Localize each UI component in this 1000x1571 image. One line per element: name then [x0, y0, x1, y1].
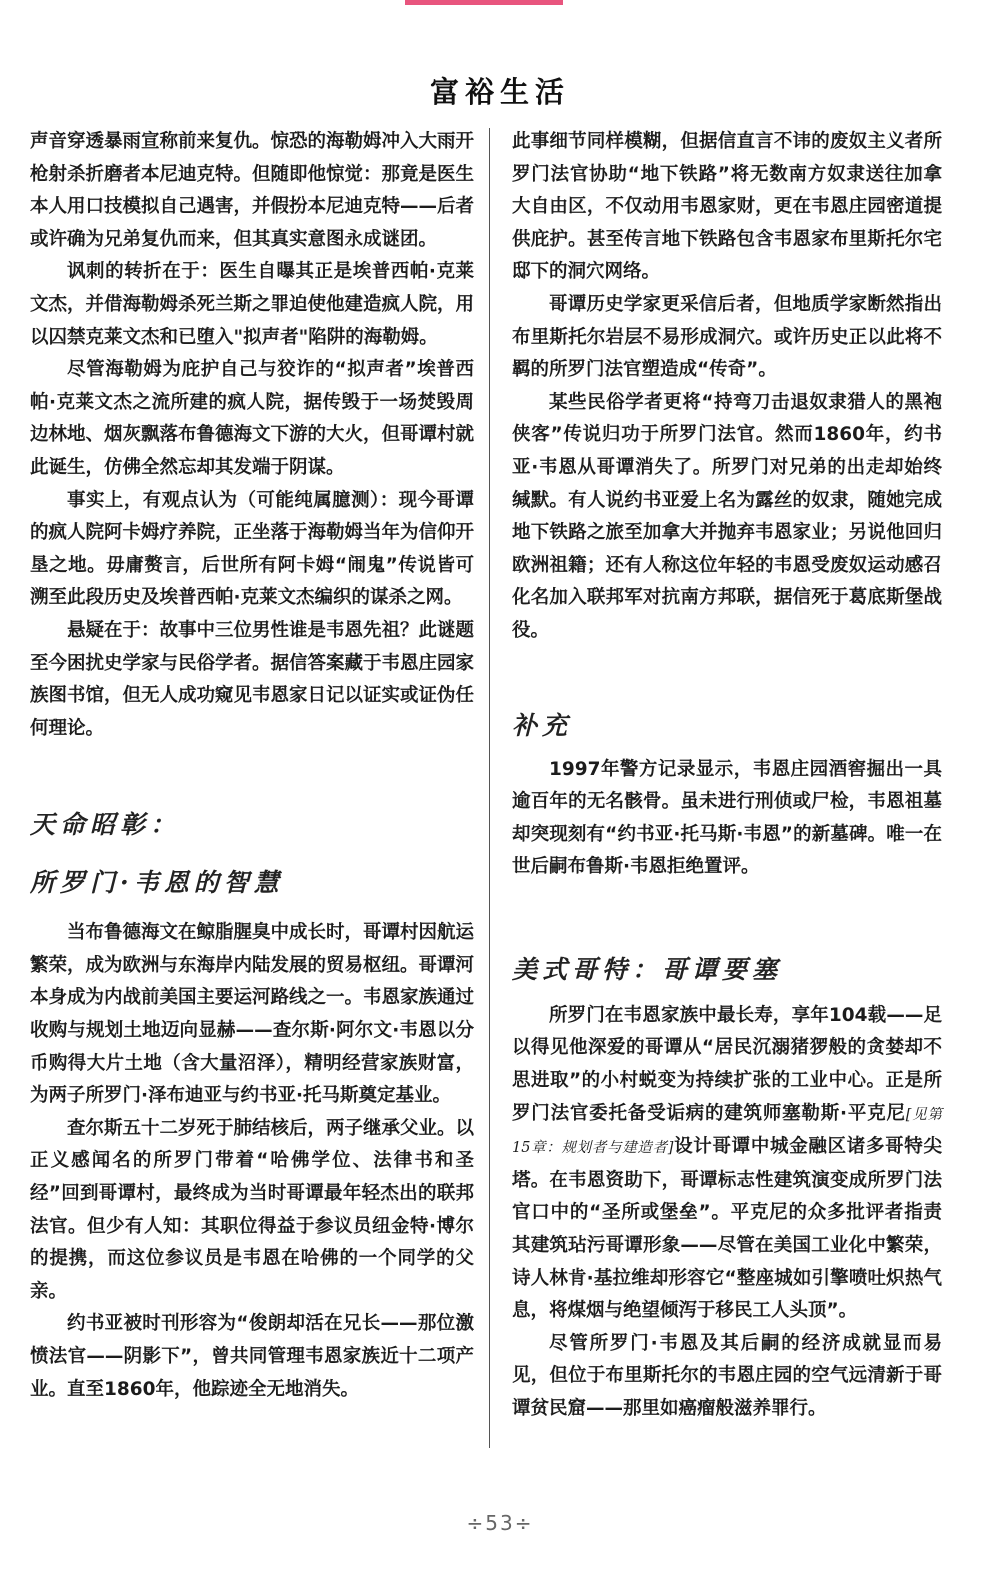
- paragraph: 哥谭历史学家更采信后者，但地质学家断然指出布里斯托尔岩层不易形成洞穴。或许历史正以此将不羁的所罗门法官塑造成“传奇”。: [512, 293, 942, 381]
- column-divider: [489, 128, 490, 1448]
- paragraph: 悬疑在于：故事中三位男性谁是韦恩先祖？此谜题至今困扰史学家与民俗学者。据信答案藏于韦恩庄园家族图书馆，但无人成功窥见韦恩家日记以证实或证伪任何理论。: [30, 619, 475, 739]
- paragraph: 尽管海勒姆为庇护自己与狡诈的“拟声者”埃普西帕·克莱文杰之流所建的疯人院，据传毁于一场焚毁周边林地、烟灰飘落布鲁德海文下游的大火，但哥谭村就此诞生，仿佛全然忘却其发端于阴谋。: [30, 359, 475, 478]
- paragraph: 尽管所罗门·韦恩及其后嗣的经济成就显而易见，但位于布里斯托尔的韦恩庄园的空气远清新于哥谭贫民窟——那里如癌瘤般滋养罪行。: [512, 1332, 942, 1419]
- paragraph: 某些民俗学者更将“持弯刀击退奴隶猎人的黑袍侠客”传说归功于所罗门法官。然而1860年，约书亚·韦恩从哥谭消失了。所罗门对兄弟的出走却始终缄默。有人说约书亚爱上名为露丝的奴隶，随她完成地下铁路之旅至加拿大并抛弃韦恩家业；另说他回归欧洲祖籍；还有人称这位年轻的韦恩受废奴运动感召化名加入联邦军对抗南方邦联，据信死于葛底斯堡战役。: [512, 391, 942, 641]
- left-column: [30, 126, 474, 1406]
- paragraph: 当布鲁德海文在鲸脂腥臭中成长时，哥谭村因航运繁荣，成为欧洲与东海岸内陆发展的贸易枢纽。哥谭河本身成为内战前美国主要运河路线之一。韦恩家族通过收购与规划土地迈向显赫——查尔斯·阿尔文·韦恩以分币购得大片土地（含大量沼泽），精明经营家族财富，为两子所罗门·泽布迪亚与约书亚·托马斯奠定基业。: [30, 922, 475, 1107]
- section-heading-gothic: 美式哥特：哥谭要塞: [512, 954, 783, 984]
- page-number: 53: [485, 1511, 515, 1535]
- section-heading-supplement: 补充: [512, 710, 573, 740]
- paragraph-text: 所罗门在韦恩家族中最长寿，享年104载——足以得见他深爱的哥谭从“居民沉溺猪猡般的贪婪却不思进取”的小村蜕变为持续扩张的工业中心。正是所罗门法官委托备受诟病的建筑师塞勒斯·平克尼: [512, 1004, 942, 1124]
- paragraph: 声音穿透暴雨宣称前来复仇。惊恐的海勒姆冲入大雨开枪射杀折磨者本尼迪克特。但随即他惊觉：那竟是医生本人用口技模拟自己遇害，并假扮本尼迪克特——后者或许确为兄弟复仇而来，但其真实意图永成谜团。: [30, 131, 475, 250]
- paragraph: 约书亚被时刊形容为“俊朗却活在兄长——那位激愤法官——阴影下”，曾共同管理韦恩家族近十二项产业。直至1860年，他踪迹全无地消失。: [30, 1313, 474, 1400]
- chapter-reference-note: [见第15章：规划者与建造者]: [512, 1106, 942, 1157]
- top-accent-tab: [405, 0, 563, 5]
- paragraph-text: 设计哥谭中城金融区诸多哥特尖塔。在韦恩资助下，哥谭标志性建筑演变成所罗门法官口中的“圣所或堡垒”。平克尼的众多批评者指责其建筑玷污哥谭形象——尽管在美国工业化中繁荣，诗人林肯·基拉维却形容它“整座城如引擎喷吐炽热气息，将煤烟与绝望倾泻于移民工人头顶”。: [512, 1136, 942, 1322]
- left-ornament-icon: ÷: [466, 1511, 486, 1535]
- paragraph: [512, 1000, 942, 1328]
- paragraph: 事实上，有观点认为（可能纯属臆测）：现今哥谭的疯人院阿卡姆疗养院，正坐落于海勒姆当年为信仰开垦之地。毋庸赘言，后世所有阿卡姆“闹鬼”传说皆可溯至此段历史及埃普西帕·克莱文杰编织的谋杀之网。: [30, 489, 475, 609]
- page-number-footer: [0, 1511, 1000, 1535]
- section-heading-line1: 天命昭彰：: [30, 810, 181, 840]
- section-heading-line2: 所罗门·韦恩的智慧: [30, 868, 284, 898]
- paragraph: 此事细节同样模糊，但据信直言不讳的废奴主义者所罗门法官协助“地下铁路”将无数南方奴隶送往加拿大自由区，不仅动用韦恩家财，更在韦恩庄园密道提供庇护。甚至传言地下铁路包含韦恩家布里斯托尔宅邸下的洞穴网络。: [512, 131, 942, 283]
- right-column: [512, 126, 942, 1426]
- paragraph: 1997年警方记录显示，韦恩庄园酒窖掘出一具逾百年的无名骸骨。虽未进行刑侦或尸检，韦恩祖墓却突现刻有“约书亚·托马斯·韦恩”的新墓碑。唯一在世后嗣布鲁斯·韦恩拒绝置评。: [512, 758, 942, 878]
- paragraph: 查尔斯五十二岁死于肺结核后，两子继承父业。以正义感闻名的所罗门带着“哈佛学位、法律书和圣经”回到哥谭村，最终成为当时哥谭最年轻杰出的联邦法官。但少有人知：其职位得益于参议员纽金特·博尔的提携，而这位参议员是韦恩在哈佛的一个同学的父亲。: [30, 1117, 475, 1302]
- page-title: 富裕生活: [429, 75, 570, 109]
- right-ornament-icon: ÷: [514, 1511, 534, 1535]
- paragraph: 讽刺的转折在于：医生自曝其正是埃普西帕·克莱文杰，并借海勒姆杀死兰斯之罪迫使他建造疯人院，用以囚禁克莱文杰和已堕入"拟声者"陷阱的海勒姆。: [30, 261, 475, 348]
